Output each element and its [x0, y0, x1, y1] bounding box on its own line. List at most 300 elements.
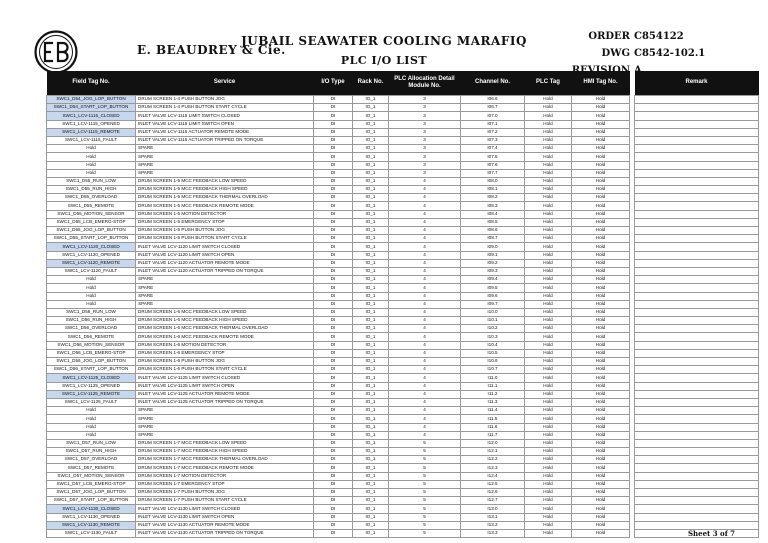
table-row: [47, 161, 759, 169]
io-type-cell: DI: [314, 341, 353, 349]
col-header-hmi-tag: HMI Tag No.: [572, 71, 630, 96]
rack-cell: IO_1: [353, 161, 389, 169]
hmi-tag-cell: Hold: [572, 161, 630, 169]
remark-cell: [635, 153, 759, 161]
rack-cell: IO_1: [353, 153, 389, 161]
plc-tag-cell: Hold: [525, 529, 572, 537]
rack-cell: IO_1: [353, 423, 389, 431]
field-tag-cell: Hold: [47, 284, 136, 292]
hmi-tag-cell: Hold: [572, 431, 630, 439]
field-tag-cell: SWC1_D56_OVERLOAD: [47, 325, 136, 333]
field-tag-cell: SWC1_LCV-1120_CLOSED: [47, 243, 136, 251]
remark-cell: [635, 161, 759, 169]
remark-cell: [635, 227, 759, 235]
plc-tag-cell: Hold: [525, 341, 572, 349]
module-cell: 4: [389, 227, 461, 235]
rack-cell: IO_1: [353, 251, 389, 259]
module-cell: 3: [389, 169, 461, 177]
rack-cell: IO_1: [353, 398, 389, 406]
io-type-cell: DI: [314, 276, 353, 284]
field-tag-cell: SWC1_D55_REMOTE: [47, 202, 136, 210]
io-type-cell: DI: [314, 267, 353, 275]
io-type-cell: DI: [314, 456, 353, 464]
channel-cell: I11.4: [461, 407, 525, 415]
channel-cell: I11.1: [461, 382, 525, 390]
plc-tag-cell: Hold: [525, 292, 572, 300]
plc-tag-cell: Hold: [525, 153, 572, 161]
io-type-cell: DI: [314, 96, 353, 104]
plc-tag-cell: Hold: [525, 472, 572, 480]
hmi-tag-cell: Hold: [572, 128, 630, 136]
remark-cell: [635, 276, 759, 284]
io-type-cell: DI: [314, 489, 353, 497]
plc-tag-cell: Hold: [525, 284, 572, 292]
module-cell: 5: [389, 456, 461, 464]
hmi-tag-cell: Hold: [572, 513, 630, 521]
remark-cell: [635, 104, 759, 112]
remark-cell: [635, 366, 759, 374]
table-row: [47, 529, 759, 537]
rack-cell: IO_1: [353, 390, 389, 398]
table-row: [47, 521, 759, 529]
service-cell: DRUM SCREEN 1-7 MCC FEEDBACK THERMAL OVERLOAD: [136, 456, 314, 464]
io-type-cell: DI: [314, 398, 353, 406]
hmi-tag-cell: Hold: [572, 325, 630, 333]
hmi-tag-cell: Hold: [572, 194, 630, 202]
remark-cell: [635, 284, 759, 292]
plc-tag-cell: Hold: [525, 390, 572, 398]
remark-cell: [635, 407, 759, 415]
field-tag-cell: SWC1_D57_RUN_LOW: [47, 439, 136, 447]
plc-tag-cell: Hold: [525, 251, 572, 259]
field-tag-cell: SWC1_LCV-1115_OPENED: [47, 120, 136, 128]
module-cell: 4: [389, 186, 461, 194]
hmi-tag-cell: Hold: [572, 259, 630, 267]
plc-tag-cell: Hold: [525, 497, 572, 505]
remark-cell: [635, 341, 759, 349]
hmi-tag-cell: Hold: [572, 218, 630, 226]
table-row: [47, 120, 759, 128]
plc-tag-cell: Hold: [525, 521, 572, 529]
field-tag-cell: SWC1_LCV-1125_FAULT: [47, 398, 136, 406]
hmi-tag-cell: Hold: [572, 497, 630, 505]
rack-cell: IO_1: [353, 112, 389, 120]
remark-cell: [635, 136, 759, 144]
io-type-cell: DI: [314, 227, 353, 235]
service-cell: DRUM SCREEN 1-6 MCC FEEDBACK LOW SPEED: [136, 308, 314, 316]
field-tag-cell: Hold: [47, 161, 136, 169]
company-name: E. BEAUDREY & Cie.: [137, 43, 286, 57]
field-tag-cell: SWC1_LCV-1125_CLOSED: [47, 374, 136, 382]
remark-cell: [635, 497, 759, 505]
remark-cell: [635, 423, 759, 431]
plc-tag-cell: Hold: [525, 161, 572, 169]
channel-cell: I11.5: [461, 415, 525, 423]
table-row: [47, 153, 759, 161]
module-cell: 4: [389, 407, 461, 415]
field-tag-cell: SWC1_LCV-1130_CLOSED: [47, 505, 136, 513]
field-tag-cell: SWC1_LCV-1125_OPENED: [47, 382, 136, 390]
module-cell: 3: [389, 136, 461, 144]
rack-cell: IO_1: [353, 186, 389, 194]
service-cell: DRUM SCREEN 1-5 EMERGENCY STOP: [136, 218, 314, 226]
io-type-cell: DI: [314, 407, 353, 415]
rack-cell: IO_1: [353, 521, 389, 529]
channel-cell: I12.0: [461, 439, 525, 447]
io-type-cell: DI: [314, 177, 353, 185]
module-cell: 4: [389, 235, 461, 243]
table-row: [47, 243, 759, 251]
service-cell: DRUM SCREEN 1-6 MOTION DETECTOR: [136, 341, 314, 349]
module-cell: 4: [389, 284, 461, 292]
remark-cell: [635, 145, 759, 153]
plc-tag-cell: Hold: [525, 96, 572, 104]
plc-tag-cell: Hold: [525, 456, 572, 464]
plc-tag-cell: Hold: [525, 489, 572, 497]
service-cell: SPARE: [136, 300, 314, 308]
plc-tag-cell: Hold: [525, 259, 572, 267]
rack-cell: IO_1: [353, 284, 389, 292]
remark-cell: [635, 169, 759, 177]
channel-cell: I08.1: [461, 186, 525, 194]
channel-cell: I11.0: [461, 374, 525, 382]
remark-cell: [635, 218, 759, 226]
plc-tag-cell: Hold: [525, 186, 572, 194]
plc-tag-cell: Hold: [525, 333, 572, 341]
io-type-cell: DI: [314, 145, 353, 153]
io-type-cell: DI: [314, 284, 353, 292]
service-cell: INLET VALVE LCV-1125 ACTUATOR TRIPPED ON TORQUE: [136, 398, 314, 406]
plc-tag-cell: Hold: [525, 169, 572, 177]
remark-cell: [635, 472, 759, 480]
service-cell: SPARE: [136, 145, 314, 153]
service-cell: DRUM SCREEN 1-7 PUSH BUTTON START CYCLE: [136, 497, 314, 505]
plc-tag-cell: Hold: [525, 423, 572, 431]
field-tag-cell: SWC1_LCV-1130_REMOTE: [47, 521, 136, 529]
io-type-cell: DI: [314, 439, 353, 447]
hmi-tag-cell: Hold: [572, 300, 630, 308]
service-cell: DRUM SCREEN 1-6 MCC FEEDBACK THERMAL OVERLOAD: [136, 325, 314, 333]
module-cell: 4: [389, 374, 461, 382]
module-cell: 3: [389, 104, 461, 112]
channel-cell: I06.6: [461, 96, 525, 104]
channel-cell: I08.6: [461, 227, 525, 235]
field-tag-cell: Hold: [47, 292, 136, 300]
table-row: [47, 202, 759, 210]
col-header-io-type: I/O Type: [314, 71, 353, 96]
service-cell: INLET VALVE LCV-1120 LIMIT SWITCH CLOSED: [136, 243, 314, 251]
field-tag-cell: Hold: [47, 300, 136, 308]
table-row: [47, 145, 759, 153]
module-cell: 3: [389, 153, 461, 161]
io-type-cell: DI: [314, 153, 353, 161]
remark-cell: [635, 243, 759, 251]
service-cell: INLET VALVE LCV-1115 ACTUATOR REMOTE MODE: [136, 128, 314, 136]
plc-tag-cell: Hold: [525, 366, 572, 374]
channel-cell: I12.3: [461, 464, 525, 472]
channel-cell: I09.5: [461, 284, 525, 292]
field-tag-cell: SWC1_D56_RUN_HIGH: [47, 317, 136, 325]
io-list-table: [46, 71, 759, 538]
remark-cell: [635, 235, 759, 243]
rack-cell: IO_1: [353, 431, 389, 439]
rack-cell: IO_1: [353, 489, 389, 497]
col-header-module: PLC Allocation Detail Module No.: [389, 71, 461, 96]
module-cell: 5: [389, 472, 461, 480]
service-cell: INLET VALVE LCV-1120 ACTUATOR REMOTE MODE: [136, 259, 314, 267]
channel-cell: I08.5: [461, 218, 525, 226]
remark-cell: [635, 259, 759, 267]
table-row: [47, 227, 759, 235]
remark-cell: [635, 202, 759, 210]
hmi-tag-cell: Hold: [572, 439, 630, 447]
table-row: [47, 112, 759, 120]
module-cell: 5: [389, 529, 461, 537]
module-cell: 4: [389, 300, 461, 308]
module-cell: 5: [389, 439, 461, 447]
rack-cell: IO_1: [353, 358, 389, 366]
service-cell: SPARE: [136, 276, 314, 284]
table-row: [47, 366, 759, 374]
hmi-tag-cell: Hold: [572, 333, 630, 341]
service-cell: INLET VALVE LCV-1125 ACTUATOR REMOTE MODE: [136, 390, 314, 398]
rack-cell: IO_1: [353, 464, 389, 472]
plc-tag-cell: Hold: [525, 300, 572, 308]
rack-cell: IO_1: [353, 382, 389, 390]
service-cell: DRUM SCREEN 1-6 PUSH BUTTON START CYCLE: [136, 366, 314, 374]
io-type-cell: DI: [314, 325, 353, 333]
service-cell: SPARE: [136, 161, 314, 169]
field-tag-cell: Hold: [47, 276, 136, 284]
table-row: [47, 497, 759, 505]
io-type-cell: DI: [314, 218, 353, 226]
plc-tag-cell: Hold: [525, 136, 572, 144]
col-header-rack: Rack No.: [353, 71, 389, 96]
io-type-cell: DI: [314, 169, 353, 177]
channel-cell: I07.6: [461, 161, 525, 169]
rack-cell: IO_1: [353, 448, 389, 456]
table-row: [47, 284, 759, 292]
channel-cell: I10.2: [461, 325, 525, 333]
module-cell: 4: [389, 423, 461, 431]
hmi-tag-cell: Hold: [572, 521, 630, 529]
module-cell: 4: [389, 194, 461, 202]
plc-tag-cell: Hold: [525, 177, 572, 185]
field-tag-cell: SWC1_D56_JOG_LOP_BUTTON: [47, 358, 136, 366]
io-type-cell: DI: [314, 374, 353, 382]
table-row: [47, 349, 759, 357]
field-tag-cell: SWC1_LCV-1115_FAULT: [47, 136, 136, 144]
col-header-remark: Remark: [635, 71, 759, 96]
hmi-tag-cell: Hold: [572, 169, 630, 177]
rack-cell: IO_1: [353, 259, 389, 267]
table-row: [47, 398, 759, 406]
channel-cell: I09.7: [461, 300, 525, 308]
table-row: [47, 341, 759, 349]
channel-cell: I10.4: [461, 341, 525, 349]
channel-cell: I13.0: [461, 505, 525, 513]
field-tag-cell: SWC1_D57_OVERLOAD: [47, 456, 136, 464]
remark-cell: [635, 186, 759, 194]
service-cell: INLET VALVE LCV-1130 LIMIT SWITCH OPEN: [136, 513, 314, 521]
hmi-tag-cell: Hold: [572, 480, 630, 488]
remark-cell: [635, 480, 759, 488]
rack-cell: IO_1: [353, 96, 389, 104]
table-row: [47, 358, 759, 366]
remark-cell: [635, 415, 759, 423]
service-cell: DRUM SCREEN 1-7 EMERGENCY STOP: [136, 480, 314, 488]
service-cell: DRUM SCREEN 1-6 MCC FEEDBACK HIGH SPEED: [136, 317, 314, 325]
hmi-tag-cell: Hold: [572, 489, 630, 497]
hmi-tag-cell: Hold: [572, 448, 630, 456]
rack-cell: IO_1: [353, 235, 389, 243]
field-tag-cell: SWC1_D55_LCB_EMERG-STOP: [47, 218, 136, 226]
io-type-cell: DI: [314, 448, 353, 456]
module-cell: 4: [389, 349, 461, 357]
service-cell: DRUM SCREEN 1-5 MCC FEEDBACK LOW SPEED: [136, 177, 314, 185]
module-cell: 4: [389, 267, 461, 275]
plc-tag-cell: Hold: [525, 267, 572, 275]
channel-cell: I12.2: [461, 456, 525, 464]
table-row: [47, 513, 759, 521]
rack-cell: IO_1: [353, 333, 389, 341]
order-label: ORDER: [588, 31, 630, 42]
remark-cell: [635, 292, 759, 300]
field-tag-cell: Hold: [47, 415, 136, 423]
remark-cell: [635, 505, 759, 513]
channel-cell: I08.3: [461, 202, 525, 210]
plc-tag-cell: Hold: [525, 513, 572, 521]
io-type-cell: DI: [314, 505, 353, 513]
plc-tag-cell: Hold: [525, 145, 572, 153]
service-cell: SPARE: [136, 431, 314, 439]
module-cell: 4: [389, 308, 461, 316]
field-tag-cell: SWC1_D55_MOTION_SENSOR: [47, 210, 136, 218]
plc-tag-cell: Hold: [525, 202, 572, 210]
io-type-cell: DI: [314, 497, 353, 505]
order-value: C854122: [634, 31, 684, 42]
plc-tag-cell: Hold: [525, 194, 572, 202]
channel-cell: I07.7: [461, 169, 525, 177]
dwg-label: DWG: [601, 48, 630, 59]
module-cell: 4: [389, 259, 461, 267]
service-cell: DRUM SCREEN 1-7 MCC FEEDBACK REMOTE MODE: [136, 464, 314, 472]
io-type-cell: DI: [314, 251, 353, 259]
table-row: [47, 218, 759, 226]
table-row: [47, 259, 759, 267]
hmi-tag-cell: Hold: [572, 112, 630, 120]
table-row: [47, 374, 759, 382]
field-tag-cell: SWC1_D56_REMOTE: [47, 333, 136, 341]
service-cell: INLET VALVE LCV-1115 LIMIT SWITCH CLOSED: [136, 112, 314, 120]
rack-cell: IO_1: [353, 472, 389, 480]
hmi-tag-cell: Hold: [572, 235, 630, 243]
module-cell: 4: [389, 333, 461, 341]
module-cell: 3: [389, 112, 461, 120]
field-tag-cell: SWC1_D56_LCB_EMERG-STOP: [47, 349, 136, 357]
service-cell: INLET VALVE LCV-1130 LIMIT SWITCH CLOSED: [136, 505, 314, 513]
channel-cell: I07.2: [461, 128, 525, 136]
module-cell: 5: [389, 497, 461, 505]
field-tag-cell: SWC1_D54_START_LOP_BUTTON: [47, 104, 136, 112]
hmi-tag-cell: Hold: [572, 390, 630, 398]
remark-cell: [635, 489, 759, 497]
channel-cell: I08.7: [461, 235, 525, 243]
io-type-cell: DI: [314, 300, 353, 308]
field-tag-cell: Hold: [47, 153, 136, 161]
channel-cell: I10.6: [461, 358, 525, 366]
channel-cell: I10.5: [461, 349, 525, 357]
field-tag-cell: SWC1_LCV-1120_FAULT: [47, 267, 136, 275]
table-body: [47, 96, 759, 538]
rack-cell: IO_1: [353, 415, 389, 423]
plc-tag-cell: Hold: [525, 464, 572, 472]
plc-tag-cell: Hold: [525, 407, 572, 415]
plc-tag-cell: Hold: [525, 308, 572, 316]
io-type-cell: DI: [314, 382, 353, 390]
remark-cell: [635, 448, 759, 456]
service-cell: INLET VALVE LCV-1125 LIMIT SWITCH CLOSED: [136, 374, 314, 382]
hmi-tag-cell: Hold: [572, 136, 630, 144]
plc-tag-cell: Hold: [525, 235, 572, 243]
rack-cell: IO_1: [353, 497, 389, 505]
channel-cell: I07.5: [461, 153, 525, 161]
module-cell: 4: [389, 292, 461, 300]
hmi-tag-cell: Hold: [572, 456, 630, 464]
hmi-tag-cell: Hold: [572, 104, 630, 112]
plc-tag-cell: Hold: [525, 374, 572, 382]
module-cell: 4: [389, 398, 461, 406]
rack-cell: IO_1: [353, 300, 389, 308]
hmi-tag-cell: Hold: [572, 243, 630, 251]
plc-tag-cell: Hold: [525, 480, 572, 488]
table-row: [47, 325, 759, 333]
io-type-cell: DI: [314, 308, 353, 316]
module-cell: 4: [389, 243, 461, 251]
hmi-tag-cell: Hold: [572, 529, 630, 537]
hmi-tag-cell: Hold: [572, 186, 630, 194]
io-type-cell: DI: [314, 529, 353, 537]
field-tag-cell: Hold: [47, 423, 136, 431]
channel-cell: I12.1: [461, 448, 525, 456]
io-type-cell: DI: [314, 186, 353, 194]
service-cell: SPARE: [136, 423, 314, 431]
field-tag-cell: SWC1_D56_START_LOP_BUTTON: [47, 366, 136, 374]
remark-cell: [635, 308, 759, 316]
service-cell: DRUM SCREEN 1-7 MOTION DETECTOR: [136, 472, 314, 480]
module-cell: 4: [389, 276, 461, 284]
channel-cell: I09.2: [461, 259, 525, 267]
io-type-cell: DI: [314, 358, 353, 366]
rack-cell: IO_1: [353, 276, 389, 284]
table-row: [47, 464, 759, 472]
module-cell: 4: [389, 317, 461, 325]
col-header-channel: Channel No.: [461, 71, 525, 96]
remark-cell: [635, 325, 759, 333]
io-type-cell: DI: [314, 112, 353, 120]
hmi-tag-cell: Hold: [572, 407, 630, 415]
hmi-tag-cell: Hold: [572, 96, 630, 104]
module-cell: 5: [389, 521, 461, 529]
channel-cell: I12.4: [461, 472, 525, 480]
table-row: [47, 489, 759, 497]
plc-tag-cell: Hold: [525, 227, 572, 235]
rack-cell: IO_1: [353, 456, 389, 464]
module-cell: 4: [389, 431, 461, 439]
service-cell: DRUM SCREEN 1-7 PUSH BUTTON JOG: [136, 489, 314, 497]
module-cell: 5: [389, 480, 461, 488]
rack-cell: IO_1: [353, 177, 389, 185]
